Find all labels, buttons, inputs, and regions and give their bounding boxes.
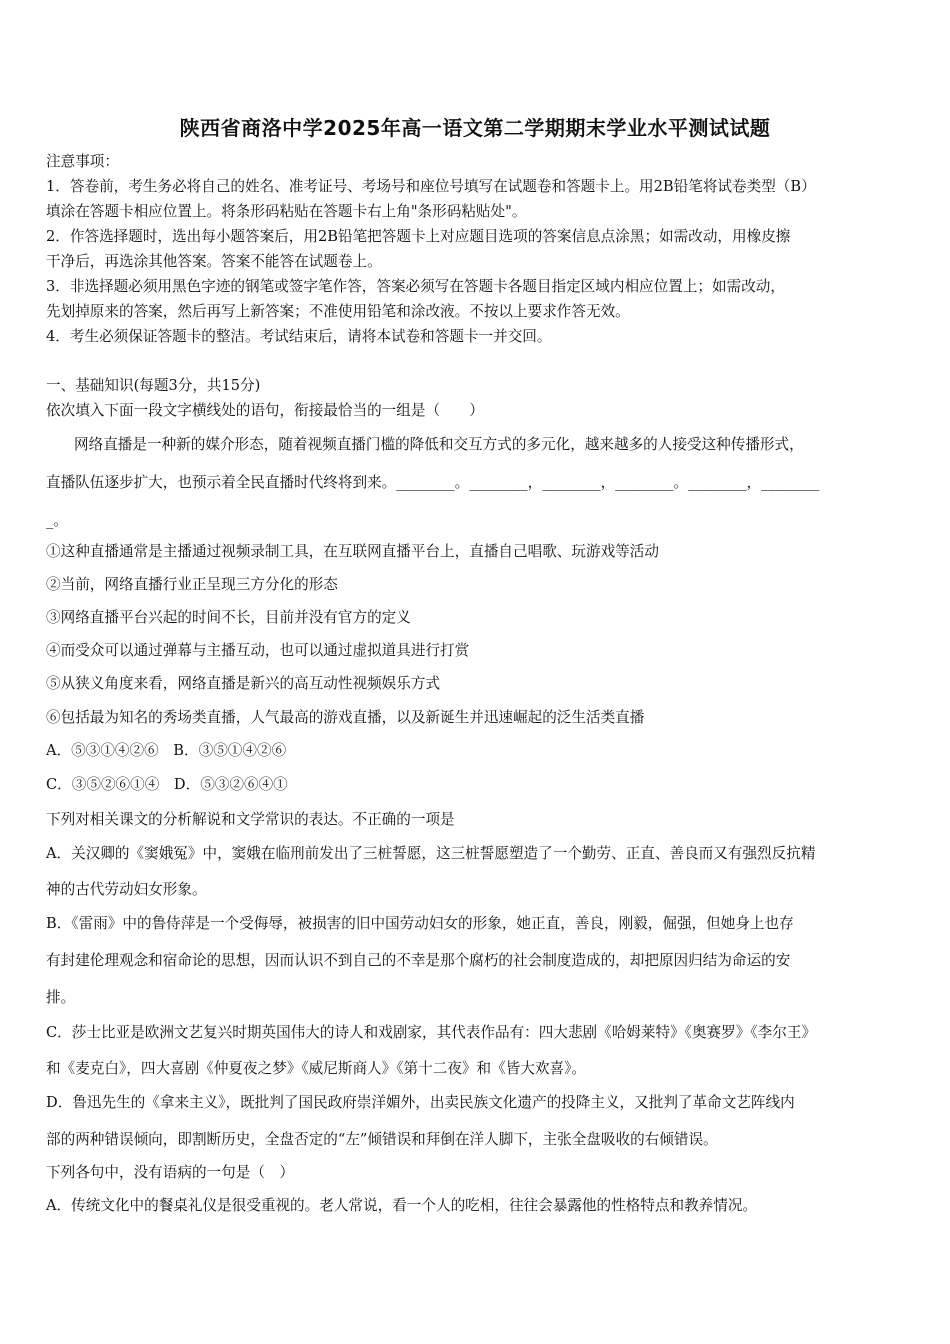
option-c: 和《麦克白》，四大喜剧《仲夏夜之梦》《威尼斯商人》《第十二夜》和《皆大欢喜》。	[46, 1060, 586, 1077]
sentence-item: ⑥包括最为知名的秀场类直播，人气最高的游戏直播，以及新诞生并迅速崛起的泛生活类直播	[46, 709, 645, 726]
option-b: B．《雷雨》中的鲁侍萍是一个受侮辱，被损害的旧中国劳动妇女的形象，她正直，善良，刚毅，倔强，但她身上也存	[46, 915, 794, 932]
question-stem: 下列对相关课文的分析解说和文学常识的表达。不正确的一项是	[46, 811, 455, 828]
sentence-item: ②当前，网络直播行业正呈现三方分化的形态	[46, 576, 338, 593]
option-d: 部的两种错误倾向，即割断历史，全盘否定的“左”倾错误和拜倒在洋人脚下，主张全盘吸收的右倾错误。	[46, 1131, 718, 1148]
passage-line: 直播队伍逐步扩大，也预示着全民直播时代终将到来。________。________，________，________。________，________	[46, 474, 820, 491]
passage-line: _。	[46, 512, 68, 529]
sentence-item: ⑤从狭义角度来看，网络直播是新兴的高互动性视频娱乐方式	[46, 675, 441, 692]
notice-line: 4．考生必须保证答题卡的整洁。考试结束后，请将本试卷和答题卡一并交回。	[46, 328, 552, 345]
section-heading: 一、基础知识(每题3分，共15分)	[46, 377, 261, 394]
page-title: 陕西省商洛中学2025年高一语文第二学期期末学业水平测试试题	[179, 116, 771, 140]
option-b: 有封建伦理观念和宿命论的思想，因而认识不到自己的不幸是那个腐朽的社会制度造成的，却把原因归结为命运的安	[46, 952, 791, 969]
answer-options: A．⑤③①④②⑥ B．③⑤①④②⑥	[46, 742, 287, 759]
option-b: 排。	[46, 989, 76, 1006]
option-a: A．关汉卿的《窦娥冤》中，窦娥在临刑前发出了三桩誓愿，这三桩誓愿塑造了一个勤劳、正直、善良而又有强烈反抗精	[46, 845, 816, 862]
notice-line: 2．作答选择题时，选出每小题答案后，用2B铅笔把答题卡上对应题目选项的答案信息点涂黑；如需改动，用橡皮擦	[46, 228, 791, 245]
sentence-item: ③网络直播平台兴起的时间不长，目前并没有官方的定义	[46, 609, 411, 626]
option-a: 神的古代劳动妇女形象。	[46, 881, 207, 898]
notice-heading: 注意事项：	[46, 153, 119, 170]
notice-line: 1．答卷前，考生务必将自己的姓名、准考证号、考场号和座位号填写在试题卷和答题卡上。用2B铅笔将试卷类型（B）	[46, 178, 816, 195]
option-c: C．莎士比亚是欧洲文艺复兴时期英国伟大的诗人和戏剧家，其代表作品有：四大悲剧《哈姆莱特》《奥赛罗》《李尔王》	[46, 1024, 817, 1041]
passage-line: 网络直播是一种新的媒介形态，随着视频直播门槛的降低和交互方式的多元化，越来越多的人接受这种传播形式，	[74, 436, 804, 453]
sentence-item: ①这种直播通常是主播通过视频录制工具，在互联网直播平台上，直播自己唱歌、玩游戏等活动	[46, 543, 659, 560]
notice-line: 先划掉原来的答案，然后再写上新答案；不准使用铅笔和涂改液。不按以上要求作答无效。	[46, 303, 630, 320]
option-d: D．鲁迅先生的《拿来主义》，既批判了国民政府崇洋媚外，出卖民族文化遗产的投降主义，又批判了革命文艺阵线内	[46, 1094, 795, 1111]
question-stem: 依次填入下面一段文字横线处的语句，衔接最恰当的一组是（ ）	[46, 402, 484, 419]
question-stem: 下列各句中，没有语病的一句是（ ）	[46, 1164, 295, 1181]
notice-line: 3．非选择题必须用黑色字迹的钢笔或签字笔作答，答案必须写在答题卡各题目指定区域内相应位置上；如需改动，	[46, 278, 785, 295]
sentence-item: ④而受众可以通过弹幕与主播互动，也可以通过虚拟道具进行打赏	[46, 642, 470, 659]
option-a: A．传统文化中的餐桌礼仪是很受重视的。老人常说，看一个人的吃相，往往会暴露他的性格特点和教养情况。	[46, 1197, 758, 1214]
notice-line: 干净后，再选涂其他答案。答案不能答在试题卷上。	[46, 253, 382, 270]
notice-line: 填涂在答题卡相应位置上。将条形码粘贴在答题卡右上角"条形码粘贴处"。	[46, 203, 527, 220]
answer-options: C．③⑤②⑥①④ D．⑤③②⑥④①	[46, 776, 288, 793]
